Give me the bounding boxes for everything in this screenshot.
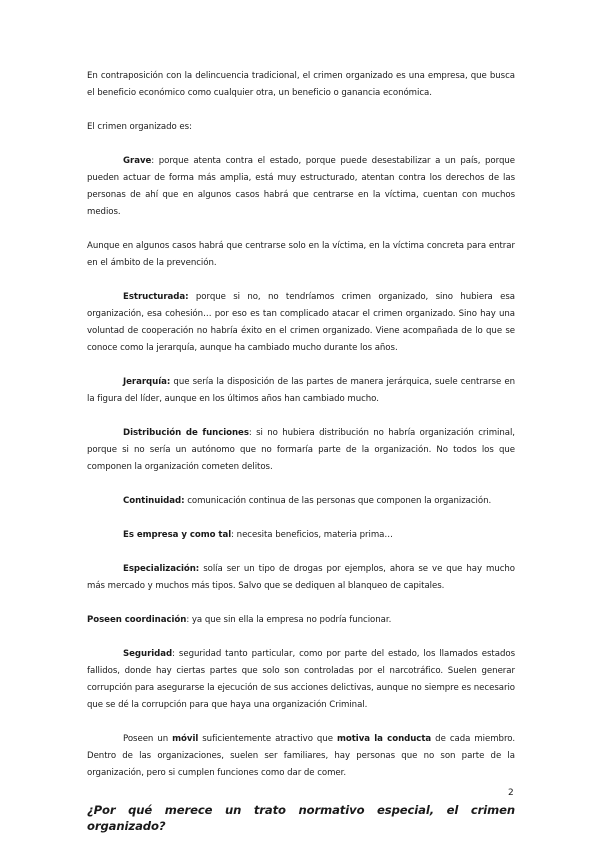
term-label: móvil (172, 734, 199, 744)
paragraph-text: que sería la disposición de las partes de manera jerárquica, suele centrarse en la figura del líder, aunque en los últimos años han cambiado mucho. (87, 377, 515, 404)
term-label: Es empresa y como tal (123, 530, 232, 540)
paragraph-text: Poseen un (123, 734, 173, 744)
term-label: Estructurada: (123, 292, 189, 302)
paragraph-text: : ya que sin ella la empresa no podría funcionar. (186, 615, 392, 625)
paragraph-victim (87, 238, 515, 272)
paragraph-list-intro (87, 119, 515, 136)
paragraph-text: suficientemente atractivo que (198, 734, 337, 744)
paragraph-especializacion (87, 561, 515, 595)
paragraph-text: En contraposición con la delincuencia tradicional, el crimen organizado es una empresa, que busca el beneficio económico como cualquier otra, un beneficio o ganancia económica. (87, 71, 515, 98)
paragraph-text: : seguridad tanto particular, como por parte del estado, los llamados estados fallidos, donde hay ciertas partes que solo son controladas por el narcotráfico. Suelen generar corrupción para asegurarse la ejecución de sus acciones delictivas, aunque no siempre es necesario que se dé la corrupción para que haya una organización Criminal. (87, 649, 515, 710)
term-label: Distribución de funciones (123, 428, 249, 438)
paragraph-text: El crimen organizado es: (87, 122, 192, 132)
paragraph-text: : si no hubiera distribución no habría organización criminal, porque si no sería un autónomo que no formaría parte de la organización. No todos los que componen la organización cometen delitos. (87, 428, 515, 472)
paragraph-jerarquia (87, 374, 515, 408)
page-number: 2 (508, 788, 514, 798)
paragraph-text: de cada miembro. Dentro de las organizaciones, suelen ser familiares, hay personas que no son parte de la organización, pero si cumplen funciones como dar de comer. (87, 734, 515, 778)
paragraph-estructurada (87, 289, 515, 357)
paragraph-text: : porque atenta contra el estado, porque puede desestabilizar a un país, porque pueden actuar de forma más amplia, está muy estructurado, atentan contra los derechos de las personas de ahí que en algunos casos habrá que centrarse en la víctima, cuentan con muchos medios. (87, 156, 515, 217)
term-label: Continuidad: (123, 496, 185, 506)
document-body (87, 68, 515, 834)
term-label: Jerarquía: (123, 377, 171, 387)
paragraph-text: Aunque en algunos casos habrá que centrarse solo en la víctima, en la víctima concreta para entrar en el ámbito de la prevención. (87, 241, 515, 268)
paragraph-seguridad (87, 646, 515, 714)
paragraph-movil (87, 731, 515, 782)
paragraph-text: solía ser un tipo de drogas por ejemplos, ahora se ve que hay mucho más mercado y muchos más tipos. Salvo que se dediquen al blanqueo de capitales. (87, 564, 515, 591)
term-label: Grave (123, 156, 152, 166)
paragraph-empresa (87, 527, 515, 544)
paragraph-text: comunicación continua de las personas que componen la organización. (184, 496, 492, 506)
paragraph-text: porque si no, no tendríamos crimen organizado, sino hubiera esa organización, esa cohesión… por eso es tan complicado atacar el crimen organizado. Sino hay una voluntad de cooperación no habría éxito en el crimen organizado. Viene acompañada de lo que se conoce como la jerarquía, aunque ha cambiado mucho durante los años. (87, 292, 515, 353)
paragraph-continuidad (87, 493, 515, 510)
section-heading: ¿Por qué merece un trato normativo especial, el crimen organizado? (87, 803, 515, 833)
paragraph-intro (87, 68, 515, 102)
paragraph-coordinacion (87, 612, 515, 629)
paragraph-grave (87, 153, 515, 221)
paragraph-text: : necesita beneficios, materia prima… (231, 530, 393, 540)
term-label: Poseen coordinación (87, 615, 187, 625)
paragraph-distribucion (87, 425, 515, 476)
term-label: Especialización: (123, 564, 200, 574)
term-label: Seguridad (123, 649, 173, 659)
term-label: motiva la conducta (336, 734, 432, 744)
